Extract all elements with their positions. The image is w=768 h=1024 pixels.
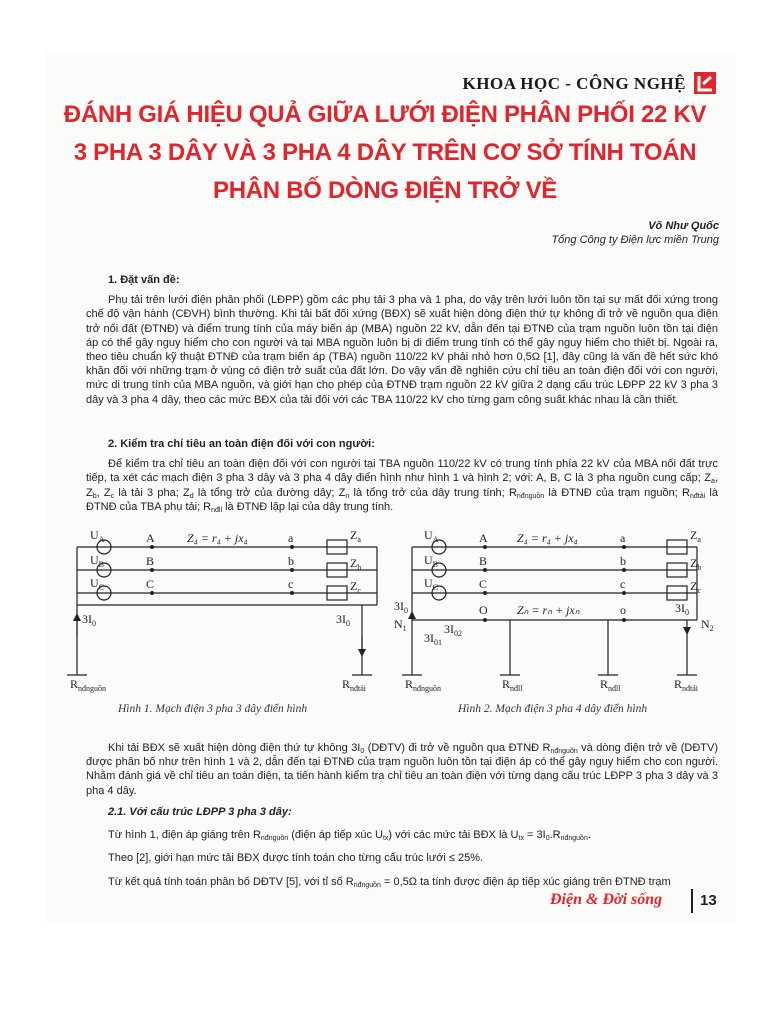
footer-divider <box>691 889 693 913</box>
fig1-load-zc: $Z_c$ <box>350 579 361 595</box>
fig2-r-source: $R_{nđnguồn}$ <box>405 677 442 693</box>
fig1-node-a: a <box>288 531 294 545</box>
fig2-node-A: A <box>479 531 488 545</box>
fig2-node-c: c <box>620 577 626 591</box>
page-footer <box>550 889 720 915</box>
fig1-node-B: B <box>146 554 155 568</box>
section-2-paragraph-2: Khi tải BĐX sẽ xuất hiện dòng điện thứ tự không $3I_0$ (DĐTV) đi trở về nguồn qua ĐTNĐ $R_{nđnguồn}$ và dòng điện trở về (DĐTV) được phân bố như trên hình 1 và 2, dẫn đến tại ĐTNĐ của trạm nguồn luôn tồn tại điện áp có thể gây nguy hiểm cho con người. Nhằm đánh giá về chỉ tiêu an toàn điện, ta tiến hành kiểm tra chỉ tiêu an toàn điện với từng dạng cấu trúc LĐPP 3 pha 3 dây và 3 pha 4 dây. <box>86 742 718 797</box>
fig2-line-impedance: Z₄ = r₄ + jx₄ <box>517 531 578 545</box>
author-affiliation: Tổng Công ty Điện lực miền Trung <box>551 234 719 246</box>
title-line-2: 3 PHA 3 DÂY VÀ 3 PHA 4 DÂY TRÊN CƠ SỞ TÍNH TOÁN <box>73 139 697 166</box>
fig2-node-N1: $N_1$ <box>394 617 407 633</box>
article-title <box>60 96 710 210</box>
fig1-ub-label: $U_B$ <box>90 553 105 569</box>
fig2-node-B: B <box>479 554 488 568</box>
page-number: 13 <box>700 892 717 909</box>
section-2 <box>86 437 718 514</box>
fig2-r-repeat-2: $R_{nđll}$ <box>600 677 621 693</box>
fig2-node-O: O <box>479 603 488 617</box>
fig1-uc-label: $U_C$ <box>90 576 105 592</box>
section-1 <box>86 273 718 407</box>
figure-2-caption: Hình 2. Mạch điện 3 pha 4 dây điển hình <box>458 703 648 715</box>
fig1-current-right: $3I_0$ <box>336 612 350 628</box>
fig2-node-C: C <box>479 577 488 591</box>
fig1-load-za: $Z_a$ <box>350 528 361 544</box>
fig2-node-N2: $N_2$ <box>701 617 714 633</box>
fig1-load-zb: $Z_b$ <box>350 556 362 572</box>
fig2-load-zb: $Z_b$ <box>690 556 702 572</box>
fig2-uc-label: $U_C$ <box>424 576 439 592</box>
fig2-neutral-impedance: Zₙ = rₙ + jxₙ <box>517 603 580 617</box>
figure-1-caption: Hình 1. Mạch điện 3 pha 3 dây điển hình <box>118 703 308 715</box>
fig2-current-02: $3I_{02}$ <box>444 622 462 638</box>
author-name: Võ Như Quốc <box>648 220 719 232</box>
section-label: KHOA HỌC - CÔNG NGHỆ <box>462 74 686 93</box>
fig2-ua-label: $U_A$ <box>424 528 439 544</box>
fig2-node-b: b <box>620 554 626 568</box>
magazine-logo-icon <box>694 72 716 94</box>
fig2-load-za: $Z_a$ <box>690 528 701 544</box>
section-2-1-line-1: Từ hình 1, điện áp giáng trên $R_{nđnguồn}$ (điện áp tiếp xúc $U_{tx}$) với các mức tải BĐX là $U_{tx} = 3I_0.R_{nđnguồn}$. <box>108 829 591 843</box>
fig2-r-repeat-1: $R_{nđll}$ <box>502 677 523 693</box>
figure-1-circuit <box>72 525 392 695</box>
title-line-1: ĐÁNH GIÁ HIỆU QUẢ GIỮA LƯỚI ĐIỆN PHÂN PHỐI 22 KV <box>63 101 707 128</box>
fig1-node-b: b <box>288 554 294 568</box>
fig2-current-right: $3I_0$ <box>675 601 689 617</box>
fig2-node-a: a <box>620 531 626 545</box>
section-2-1-line-2: Theo [2], giới hạn mức tải BĐX được tính toán cho từng cấu trúc lưới ≤ 25%. <box>108 852 484 865</box>
section-1-paragraph: Phụ tải trên lưới điện phân phối (LĐPP) gồm các phụ tải 3 pha và 1 pha, do vậy trên lưới luôn tồn tại sự mất đối xứng trong chế độ vận hành (CĐVH) bình thường. Khi tải bất đối xứng (BĐX) sẽ xuất hiện dòng điện thứ tự không đi trở về nguồn qua điện trở nối đất (ĐTNĐ) và điểm trung tính của máy biến áp (MBA) nguồn 22 kV, dẫn đến tại ĐTNĐ của trạm nguồn luôn tồn tại điện áp có thể gây nguy hiểm cho con người và tại MBA nguồn luôn bị di điểm trung tính có thể gây nguy hiểm cho thiết bị. Ngoài ra, theo tiêu chuẩn kỹ thuật ĐTNĐ của trạm biến áp (TBA) nguồn 110/22 kV phải nhỏ hơn 0,5Ω [1], đây cũng là vấn đề hết sức khó khăn đối với những trạm ở vùng có điện trở suất của đất lớn. Do vậy vấn đề nghiên cứu chỉ tiêu an toàn điện đối với con người, mức di trung tính của MBA nguồn, và giới hạn cho phép của ĐTNĐ trạm nguồn 22 kV giữa 2 dạng cấu trúc LĐPP 22 kV 3 pha 3 dây và 3 pha 4 dây, theo các mức BĐX của tải đối với các TBA 110/22 kV cho từng gam công suất khác nhau là cần thiết. <box>86 294 718 406</box>
section-2-1 <box>86 805 718 889</box>
fig1-r-load: $R_{nđtải}$ <box>342 677 367 693</box>
fig2-current-left: $3I_0$ <box>394 599 408 615</box>
section-1-heading: 1. Đặt vấn đề: <box>108 274 180 286</box>
section-2-paragraph: Để kiểm tra chỉ tiêu an toàn điện đối với con người tại TBA nguồn 110/22 kV có trung tính phía 22 kV của MBA nối đất trực tiếp, ta xét các mạch điện 3 pha 3 dây và 3 pha 4 dây điển hình như hình 1 và hình 2; với: A, B, C là 3 pha nguồn cung cấp; $Z_a$, $Z_b$, $Z_c$ là tải 3 pha; $Z_d$ là tổng trở của đường dây; $Z_n$ là tổng trở của dây trung tính; $R_{nđnguồn}$ là ĐTNĐ của trạm nguồn; $R_{nđtải}$ là ĐTNĐ của TBA phụ tải; $R_{nđll}$ là ĐTNĐ lặp lại của dây trung tính. <box>86 458 718 514</box>
fig2-load-zc: $Z_c$ <box>690 579 701 595</box>
fig1-node-A: A <box>146 531 155 545</box>
magazine-name: Điện & Đời sống <box>550 891 663 908</box>
fig2-r-load: $R_{nđtải}$ <box>674 677 699 693</box>
figure-2-circuit <box>394 525 722 695</box>
section-2-1-heading: 2.1. Với cấu trúc LĐPP 3 pha 3 dây: <box>108 806 292 818</box>
section-2-1-line-3: Từ kết quả tính toán phân bố DĐTV [5], với tỉ số $R_{nđnguồn} = 0,5\Omega$ ta tính được điện áp tiếp xúc giáng trên ĐTNĐ trạm <box>108 875 671 889</box>
fig1-current-left: $3I_0$ <box>82 612 96 628</box>
fig2-node-o: o <box>620 603 626 617</box>
section-2-heading: 2. Kiểm tra chỉ tiêu an toàn điện đối với con người: <box>108 438 375 450</box>
fig2-ub-label: $U_B$ <box>424 553 439 569</box>
fig1-line-impedance: Z₄ = r₄ + jx₄ <box>187 531 248 545</box>
title-line-3: PHÂN BỐ DÒNG ĐIỆN TRỞ VỀ <box>213 177 557 204</box>
fig1-node-c: c <box>288 577 294 591</box>
section-header <box>450 72 716 96</box>
fig2-current-01: $3I_{01}$ <box>424 631 442 647</box>
fig1-ua-label: $U_A$ <box>90 528 105 544</box>
fig1-node-C: C <box>146 577 155 591</box>
fig1-r-source: $R_{nđnguồn}$ <box>70 677 107 693</box>
